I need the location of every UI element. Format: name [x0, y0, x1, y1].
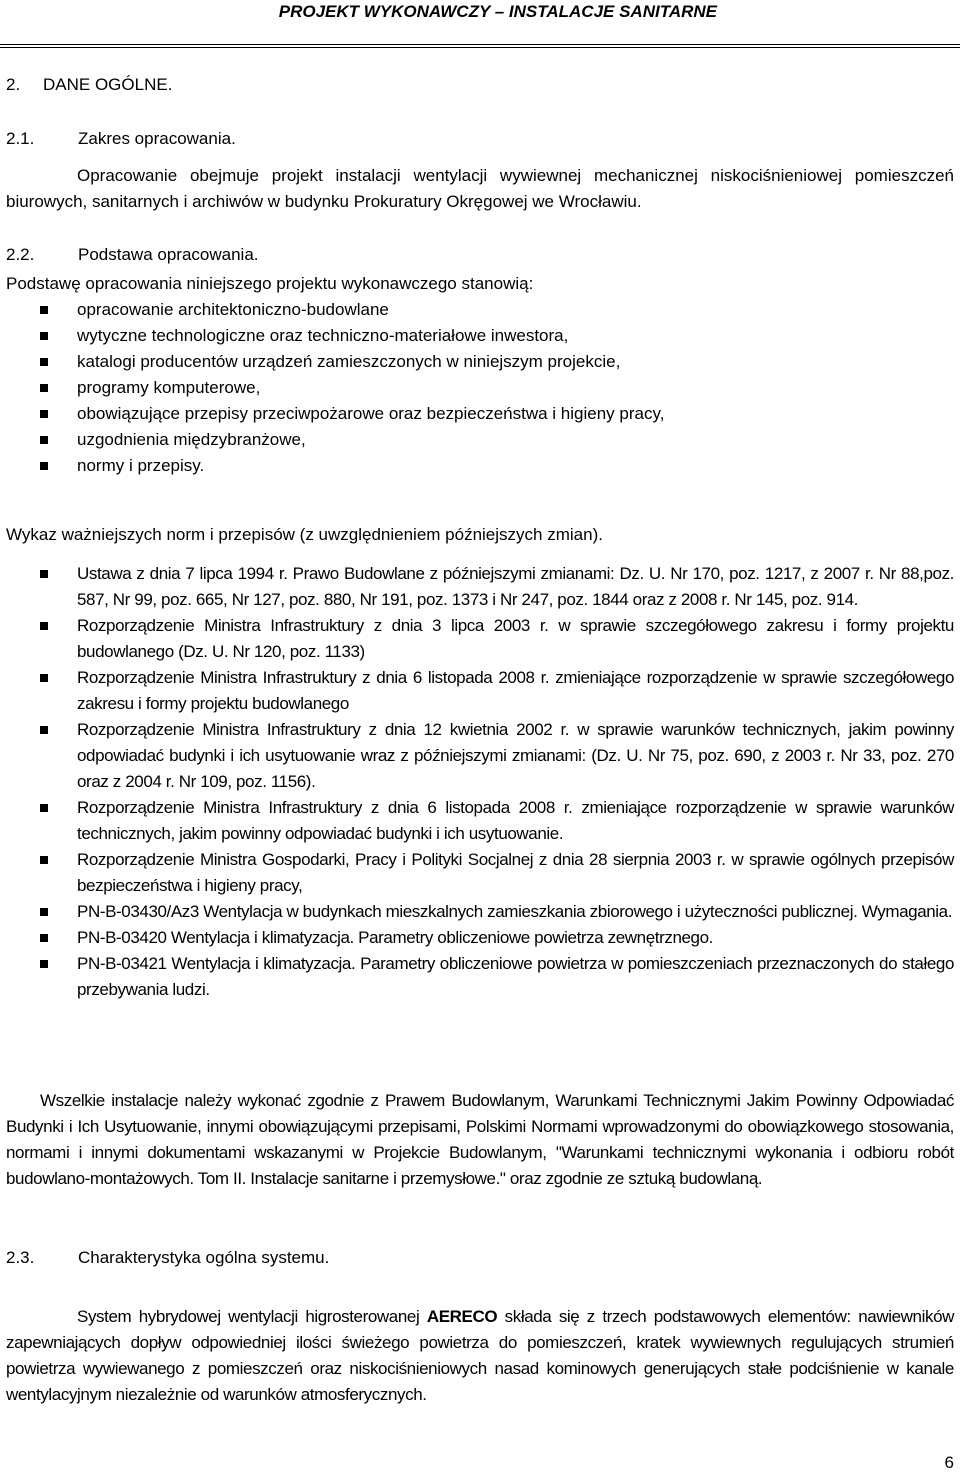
section-2-2-number: 2.2.	[6, 245, 35, 264]
system-text-start: System hybrydowej wentylacji higrosterowanej	[77, 1307, 420, 1326]
section-2-3-number: 2.3.	[6, 1248, 35, 1267]
list-item: wytyczne technologiczne oraz techniczno-materiałowe inwestora,	[6, 323, 954, 349]
bullet-square-icon	[40, 462, 48, 470]
list-item: PN-B-03420 Wentylacja i klimatyzacja. Parametry obliczeniowe powietrza zewnętrznego.	[6, 925, 954, 951]
bullet-square-icon	[40, 856, 48, 864]
bullet-square-icon	[40, 934, 48, 942]
bullet-square-icon	[40, 436, 48, 444]
list-item: PN-B-03430/Az3 Wentylacja w budynkach mieszkalnych zamieszkania zbiorowego i użyteczności publicznej. Wymagania.	[6, 899, 954, 925]
section-2-number: 2.	[6, 75, 21, 94]
list-item: Rozporządzenie Ministra Infrastruktury z dnia 3 lipca 2003 r. w sprawie szczegółowego zakresu i formy projektu budowlanego (Dz. U. Nr 120, poz. 1133)	[6, 613, 954, 665]
norms-list	[6, 561, 954, 1003]
section-2-1-title: Zakres opracowania.	[78, 129, 236, 148]
header-rule	[0, 44, 960, 45]
list-item: opracowanie architektoniczno-budowlane	[6, 297, 954, 323]
section-2-title: DANE OGÓLNE.	[43, 75, 173, 94]
list-item: Rozporządzenie Ministra Infrastruktury z dnia 12 kwietnia 2002 r. w sprawie warunków technicznych, jakim powinny odpowiadać budynki i ich usytuowanie wraz z późniejszymi zmianami: (Dz. U. Nr 75, poz. 690, z 2003 r. Nr 33, poz. 270 oraz z 2004 r. Nr 109, poz. 1156).	[6, 717, 954, 795]
list-item: Rozporządzenie Ministra Infrastruktury z dnia 6 listopada 2008 r. zmieniające rozporządzenie w sprawie warunków technicznych, jakim powinny odpowiadać budynki i ich usytuowanie.	[6, 795, 954, 847]
bullet-square-icon	[40, 804, 48, 812]
section-2-1-heading	[6, 126, 954, 152]
section-2-2-title: Podstawa opracowania.	[78, 245, 259, 264]
list-item: programy komputerowe,	[6, 375, 954, 401]
closing-paragraph: Wszelkie instalacje należy wykonać zgodnie z Prawem Budowlanym, Warunkami Technicznymi Jakim Powinny Odpowiadać Budynki i Ich Usytuowanie, innymi obowiązującymi przepisami, Polskimi Normami wprowadzonymi do obowiązkowego stosowania, normami i innymi dokumentami wskazanymi w Projekcie Budowlanym, "Warunkami technicznymi wykonania i odbioru robót budowlano-montażowych. Tom II. Instalacje sanitarne i przemysłowe." oraz zgodnie ze sztuką budowlaną.	[6, 1091, 954, 1188]
bullet-square-icon	[40, 306, 48, 314]
list-item: Rozporządzenie Ministra Gospodarki, Pracy i Polityki Socjalnej z dnia 28 sierpnia 2003 r. w sprawie ogólnych przepisów bezpieczeństwa i higieny pracy,	[6, 847, 954, 899]
brand-name: AERECO	[426, 1307, 498, 1326]
section-2-3-text	[6, 1304, 954, 1408]
list-item: katalogi producentów urządzeń zamieszczonych w niniejszym projekcie,	[6, 349, 954, 375]
bullet-square-icon	[40, 410, 48, 418]
header-rule-double	[0, 47, 960, 48]
bullet-square-icon	[40, 332, 48, 340]
header-title: PROJEKT WYKONAWCZY – INSTALACJE SANITARNE	[278, 2, 717, 21]
list-item: PN-B-03421 Wentylacja i klimatyzacja. Parametry obliczeniowe powietrza w pomieszczeniach przeznaczonych do stałego przebywania ludzi.	[6, 951, 954, 1003]
list-item: Ustawa z dnia 7 lipca 1994 r. Prawo Budowlane z późniejszymi zmianami: Dz. U. Nr 170, poz. 1217, z 2007 r. Nr 88,poz. 587, Nr 99, poz. 665, Nr 127, poz. 880, Nr 191, poz. 1373 i Nr 247, poz. 1844 oraz z 2008 r. Nr 145, poz. 914.	[6, 561, 954, 613]
bullet-square-icon	[40, 384, 48, 392]
section-2-1-text: Opracowanie obejmuje projekt instalacji wentylacji wywiewnej mechanicznej niskociśnieniowej pomieszczeń biurowych, sanitarnych i archiwów w budynku Prokuratury Okręgowej we Wrocławiu.	[6, 166, 954, 211]
bullet-square-icon	[40, 908, 48, 916]
section-2-heading	[6, 72, 954, 98]
bullet-square-icon	[40, 726, 48, 734]
bullet-square-icon	[40, 570, 48, 578]
page-number: 6	[944, 1453, 954, 1472]
bullet-square-icon	[40, 358, 48, 366]
list-item: Rozporządzenie Ministra Infrastruktury z dnia 6 listopada 2008 r. zmieniające rozporządzenie w sprawie szczegółowego zakresu i formy projektu budowlanego	[6, 665, 954, 717]
section-2-2-intro: Podstawę opracowania niniejszego projektu wykonawczego stanowią:	[6, 274, 534, 293]
list-item: uzgodnienia międzybranżowe,	[6, 427, 954, 453]
section-2-3-title: Charakterystyka ogólna systemu.	[78, 1248, 330, 1267]
list-item: normy i przepisy.	[6, 453, 954, 479]
list-item: obowiązujące przepisy przeciwpożarowe oraz bezpieczeństwa i higieny pracy,	[6, 401, 954, 427]
section-2-3-heading	[6, 1245, 954, 1271]
system-text-rest: składa się z trzech podstawowych elementów: nawiewników zapewniających dopływ odpowiedniej ilości świeżego powietrza do pomieszczeń, kratek wywiewnych regulujących strumień powietrza wywiewanego z pomieszczeń oraz niskociśnieniowych nasad kominowych generujących stałe podciśnienie w kanale wentylacyjnym niezależnie od warunków atmosferycznych.	[6, 1307, 955, 1404]
bullet-square-icon	[40, 622, 48, 630]
norms-intro: Wykaz ważniejszych norm i przepisów (z uwzględnieniem późniejszych zmian).	[6, 525, 603, 544]
page-header	[0, 0, 960, 44]
basis-list	[6, 297, 954, 479]
section-2-2-heading	[6, 242, 954, 268]
section-2-1-number: 2.1.	[6, 129, 35, 148]
bullet-square-icon	[40, 960, 48, 968]
bullet-square-icon	[40, 674, 48, 682]
